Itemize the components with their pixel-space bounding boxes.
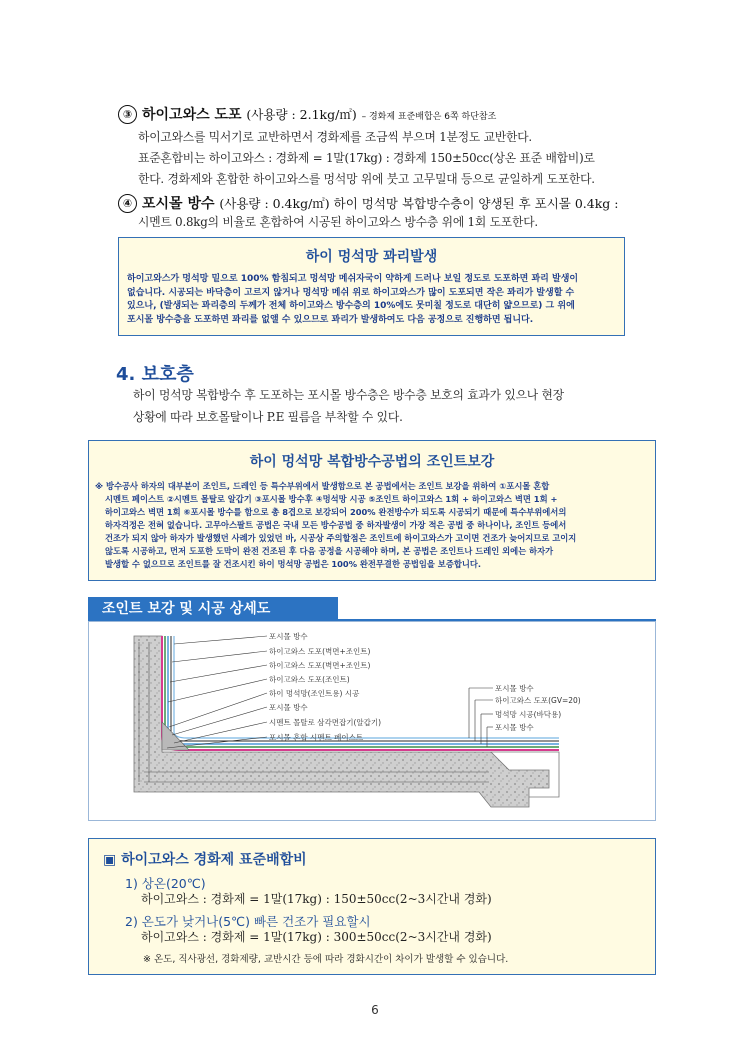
diagram-tab: 조인트 보강 및 시공 상세도 — [88, 597, 338, 621]
joint-box-line: 시멘트 페이스트 ②시멘트 몰탈로 알갑기 ③포시몰 방수후 ④멍석망 시공 ⑤조인트 하이고와스 1회 + 하이고와스 벽면 1회 + — [105, 494, 558, 504]
diagram-label: 포시몰 방수 — [495, 684, 534, 693]
joint-box-line: 하이고와스 벽면 1회 ⑥포시몰 방수를 함으로 총 8겹으로 보강되어 200% 완전방수가 되도록 시공되기 때문에 특수부위에서의 — [105, 507, 567, 517]
bubble-box-line: 하이고와스가 멍석망 밑으로 100% 함침되고 멍석망 메쉬자국이 약하게 드러나 보일 정도로 도포하면 꽈리 발생이 — [127, 274, 579, 284]
step3-line: 표준혼합비는 하이고와스 : 경화제 = 1말(17kg) : 경화제 150±50cc(상온 표준 배합비)로 — [138, 151, 595, 165]
bubble-box — [118, 237, 625, 336]
diagram-label: 포시몰 혼합 시멘트 페이스트 — [269, 733, 364, 742]
step4-title: 포시몰 방수 — [142, 196, 215, 212]
diagram-label: 멍석망 시공(바닥용) — [495, 710, 562, 719]
mix-box — [88, 838, 656, 975]
bubble-box-line: 있으나, (발생되는 꽈리층의 두께가 전체 하이고와스 방수층의 10%에도 못미칠 정도로 대단히 얇으므로) 그 위에 — [127, 301, 575, 311]
diagram-label: 하이 멍석망(조인트용) 시공 — [269, 689, 360, 698]
section-heading: 4. 보호층 — [116, 364, 194, 385]
joint-box-title: 하이 멍석망 복합방수공법의 조인트보강 — [249, 454, 495, 470]
diagram-label: 하이고와스 도포(벽면+조인트) — [269, 647, 371, 656]
step3-number: ③ — [118, 105, 137, 124]
detail-diagram — [88, 621, 656, 821]
bubble-box-line: 포시몰 방수층을 도포하면 꽈리를 없앨 수 있으므로 꽈리가 발생하여도 다음 공정으로 진행하면 됩니다. — [127, 314, 534, 325]
joint-box-line: 하자걱정은 전혀 없습니다. 고무아스팔트 공법은 국내 모든 방수공법 중 하자발생이 가장 적은 공법 중 하나이나, 조인트 등에서 — [105, 520, 567, 530]
step3-line: 한다. 경화제와 혼합한 하이고와스를 멍석망 위에 붓고 고무밀대 등으로 균일하게 도포한다. — [138, 172, 595, 186]
mix-item-formula: 하이고와스 : 경화제 = 1말(17kg) : 150±50cc(2~3시간내 경화) — [141, 892, 492, 906]
joint-box-line: 발생할 수 없으므로 조인트를 잘 건조시킨 하이 멍석망 공법은 100% 완전무결한 공법임을 보증합니다. — [105, 559, 482, 569]
mix-note: ※ 온도, 직사광선, 경화제량, 교반시간 등에 따라 경화시간이 차이가 발생할 수 있습니다. — [143, 954, 509, 965]
step3-heading — [118, 104, 496, 124]
step4-line: 시멘트 0.8kg의 비율로 혼합하여 시공된 하이고와스 방수층 위에 1회 도포한다. — [138, 215, 538, 229]
diagram-label: 포시몰 방수 — [269, 703, 308, 712]
mix-heading: ▣ 하이고와스 경화제 표준배합비 — [103, 852, 307, 868]
step4-number: ④ — [118, 194, 137, 213]
bubble-box-body — [119, 273, 624, 327]
step3-title: 하이고와스 도포 — [142, 107, 242, 123]
diagram-label: 하이고와스 도포(벽면+조인트) — [269, 661, 371, 670]
mix-item-label: 1) 상온(20℃) — [125, 876, 206, 891]
joint-box-line: 않도록 시공하고, 먼저 도포한 도막이 완전 건조된 후 다음 공정을 시공해야 하며, 본 공법은 조인트나 드레인 외에는 하자가 — [105, 546, 554, 556]
diagram-label: 하이고와스 도포(조인트) — [269, 675, 350, 684]
bubble-box-title: 하이 멍석망 꽈리발생 — [305, 249, 438, 265]
joint-box-body — [89, 480, 655, 571]
section-line: 상황에 따라 보호몰탈이나 P.E 필름을 부착할 수 있다. — [133, 410, 403, 424]
step3-line: 하이고와스를 믹서기로 교반하면서 경화제를 조금씩 부으며 1분정도 교반한다. — [138, 130, 532, 144]
section-line: 하이 멍석망 복합방수 후 도포하는 포시몰 방수층은 방수층 보호의 효과가 있으나 현장 — [133, 388, 564, 402]
step3-usage: (사용량 : 2.1kg/㎡) — [246, 107, 357, 122]
joint-box-line: 건조가 되지 않아 하자가 발생했던 사례가 있었던 바, 시공상 주의할점은 조인트에 하이고와스가 고이면 건조가 늦어지므로 고이지 — [105, 533, 577, 543]
diagram-label: 시멘트 몰탈로 삼각면잡기(알갑기) — [269, 718, 382, 727]
step4-heading — [118, 193, 618, 213]
joint-box — [88, 440, 656, 581]
step3-note: – 경화제 표준배합은 6쪽 하단참조 — [361, 112, 497, 122]
step4-usage: (사용량 : 0.4kg/㎡) 하이 멍석망 복합방수층이 양생된 후 포시몰 0.4kg : — [219, 196, 619, 211]
bubble-box-line: 없습니다. 시공되는 바닥층이 고르지 않거나 멍석망 메쉬 위로 하이고와스가 많이 도포되면 작은 꽈리가 발생할 수 — [127, 287, 575, 298]
diagram-label: 포시몰 방수 — [269, 632, 308, 641]
page-number: 6 — [371, 1003, 379, 1017]
joint-box-line: ※ 방수공사 하자의 대부분이 조인트, 드레인 등 특수부위에서 발생함으로 본 공법에서는 조인트 보강을 위하여 ①포시몰 혼합 — [95, 481, 550, 491]
mix-item-formula: 하이고와스 : 경화제 = 1말(17kg) : 300±50cc(2~3시간내 경화) — [141, 930, 492, 944]
diagram-label: 포시몰 방수 — [495, 723, 534, 732]
mix-item-label: 2) 온도가 낮거나(5℃) 빠른 건조가 필요할시 — [125, 914, 371, 929]
diagram-label: 하이고와스 도포(GV=20) — [495, 696, 581, 705]
